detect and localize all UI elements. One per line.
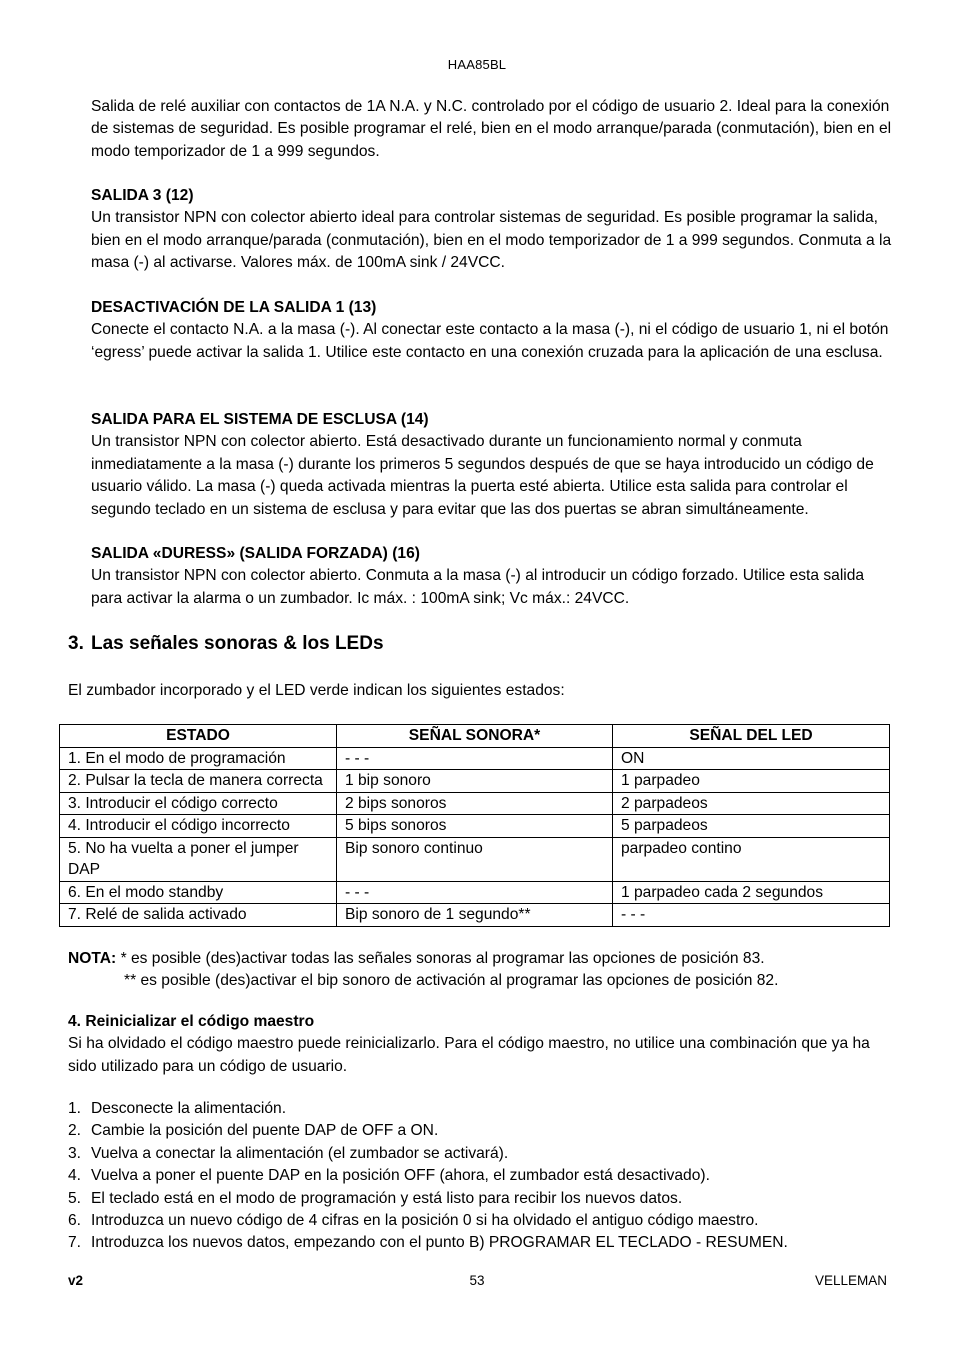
- step-number: 4.: [68, 1167, 82, 1185]
- step-number: 3.: [68, 1144, 82, 1162]
- page-header-model: HAA85BL: [447, 57, 507, 72]
- section-text: Un transistor NPN con colector abierto ideal para controlar sistemas de seguridad. Es posible programar la salida, bien en el modo arranque/parada (conmutación), bien en el modo temporizador de 1 a 999 segundos. Conmuta a la masa (-) al activarse. Valores máx. de 100mA sink / 24VCC.: [91, 209, 892, 272]
- footer-version: v2: [68, 1273, 84, 1288]
- section-esclusa: [91, 409, 896, 521]
- footer-brand: VELLEMAN: [814, 1273, 887, 1288]
- list-item: [68, 1210, 788, 1232]
- table-cell: 5 bips sonoros: [337, 815, 613, 838]
- section-text: Un transistor NPN con colector abierto. Conmuta a la masa (-) al introducir un código forzado. Utilice esta salida para activar la alarma o un zumbador. Ic máx. : 100mA sink; Vc máx.: 24VCC.: [91, 567, 865, 607]
- table-row: [60, 792, 890, 815]
- table-cell: 2 bips sonoros: [337, 792, 613, 815]
- table-cell: 2. Pulsar la tecla de manera correcta: [60, 770, 337, 793]
- step-text: Vuelva a conectar la alimentación (el zumbador se activará).: [91, 1144, 509, 1162]
- intro-paragraph: [91, 96, 896, 163]
- table-cell: 7. Relé de salida activado: [60, 904, 337, 927]
- table-header-cell: ESTADO: [60, 725, 337, 748]
- reset-section: [68, 1011, 898, 1078]
- list-item: [68, 1098, 788, 1120]
- states-table: [59, 724, 890, 927]
- section-text: Conecte el contacto N.A. a la masa (-). Al conectar este contacto a la masa (-), ni el código de usuario 1, ni el botón ‘egress’ puede activar la salida 1. Utilice este contacto en una conexión cruzada para la aplicación de una esclusa.: [91, 321, 889, 361]
- list-item: [68, 1143, 788, 1165]
- table-cell: 1 parpadeo cada 2 segundos: [613, 881, 890, 904]
- footer-page-number: 53: [469, 1273, 485, 1288]
- table-row: [60, 881, 890, 904]
- chapter-heading: [68, 633, 384, 655]
- table-row: [60, 837, 890, 881]
- table-cell: Bip sonoro continuo: [337, 837, 613, 881]
- chapter-number: 3.: [68, 633, 84, 654]
- step-number: 6.: [68, 1212, 82, 1230]
- table-cell: 4. Introducir el código incorrecto: [60, 815, 337, 838]
- table-cell: ON: [613, 747, 890, 770]
- table-cell: 6. En el modo standby: [60, 881, 337, 904]
- step-number: 5.: [68, 1189, 82, 1207]
- section-text: Un transistor NPN con colector abierto. Está desactivado durante un funcionamiento normal y conmuta inmediatamente a la masa (-) durante los primeros 5 segundos después de que se haya introducido un código de usuario válido. La masa (-) queda activada mientras la puerta esté abierta. Utilice esta salida para controlar el segundo teclado en un sistema de esclusa y para evitar que las dos puertas se abran simultáneamente.: [91, 433, 874, 518]
- step-text: Cambie la posición del puente DAP de OFF a ON.: [91, 1122, 439, 1140]
- list-item: [68, 1165, 788, 1187]
- table-cell: 5. No ha vuelta a poner el jumper DAP: [60, 837, 337, 881]
- table-row: [60, 904, 890, 927]
- chapter-title: Las señales sonoras & los LEDs: [91, 633, 384, 654]
- step-text: Vuelva a poner el puente DAP en la posición OFF (ahora, el zumbador está desactivado).: [91, 1167, 710, 1185]
- step-number: 7.: [68, 1234, 82, 1252]
- table-header-cell: SEÑAL SONORA*: [337, 725, 613, 748]
- table-header-row: [60, 725, 890, 748]
- list-item: [68, 1120, 788, 1142]
- step-text: El teclado está en el modo de programación y está listo para recibir los nuevos datos.: [91, 1189, 683, 1207]
- note-label: NOTA:: [68, 950, 117, 967]
- table-row: [60, 747, 890, 770]
- table-cell: 3. Introducir el código correcto: [60, 792, 337, 815]
- note-line-2: ** es posible (des)activar el bip sonoro de activación al programar las opciones de posición 82.: [124, 972, 779, 990]
- list-item: [68, 1188, 788, 1210]
- section-title: SALIDA PARA EL SISTEMA DE ESCLUSA (14): [91, 411, 429, 428]
- section-salida-3: [91, 185, 896, 275]
- table-cell: 5 parpadeos: [613, 815, 890, 838]
- reset-steps-list: [68, 1098, 788, 1255]
- table-cell: - - -: [337, 881, 613, 904]
- intro-text: Salida de relé auxiliar con contactos de 1A N.A. y N.C. controlado por el código de usuario 2. Ideal para la conexión de sistemas de seguridad. Es posible programar el relé, bien en el modo arranque/parada (conmutación), bien en el modo temporizador de 1 a 999 segundos.: [91, 98, 892, 160]
- reset-text: Si ha olvidado el código maestro puede reinicializarlo. Para el código maestro, no utilice una combinación que ya ha sido utilizado para un código de usuario.: [68, 1035, 870, 1075]
- section-duress: [91, 543, 896, 610]
- step-text: Introduzca los nuevos datos, empezando con el punto B) PROGRAMAR EL TECLADO - RESUMEN.: [91, 1234, 788, 1252]
- note-block: [68, 948, 778, 993]
- table-row: [60, 770, 890, 793]
- step-text: Introduzca un nuevo código de 4 cifras en la posición 0 si ha olvidado el antiguo código maestro.: [91, 1212, 759, 1230]
- table-row: [60, 815, 890, 838]
- table-cell: parpadeo contino: [613, 837, 890, 881]
- step-text: Desconecte la alimentación.: [91, 1100, 287, 1117]
- step-number: 1.: [68, 1100, 82, 1117]
- section-title: SALIDA «DURESS» (SALIDA FORZADA) (16): [91, 545, 420, 562]
- list-item: [68, 1232, 788, 1254]
- table-cell: 2 parpadeos: [613, 792, 890, 815]
- note-text-1: * es posible (des)activar todas las señales sonoras al programar las opciones de posición 83.: [120, 950, 765, 967]
- table-cell: Bip sonoro de 1 segundo**: [337, 904, 613, 927]
- table-cell: 1 bip sonoro: [337, 770, 613, 793]
- table-cell: - - -: [337, 747, 613, 770]
- table-cell: 1. En el modo de programación: [60, 747, 337, 770]
- section-title: SALIDA 3 (12): [91, 187, 194, 204]
- reset-title: 4. Reinicializar el código maestro: [68, 1013, 315, 1030]
- note-line-1: [68, 948, 778, 970]
- step-number: 2.: [68, 1122, 82, 1140]
- chapter-intro: El zumbador incorporado y el LED verde indican los siguientes estados:: [68, 682, 565, 699]
- table-cell: 1 parpadeo: [613, 770, 890, 793]
- section-title: DESACTIVACIÓN DE LA SALIDA 1 (13): [91, 299, 377, 316]
- table-header-cell: SEÑAL DEL LED: [613, 725, 890, 748]
- section-desactivacion: [91, 297, 896, 364]
- table-cell: - - -: [613, 904, 890, 927]
